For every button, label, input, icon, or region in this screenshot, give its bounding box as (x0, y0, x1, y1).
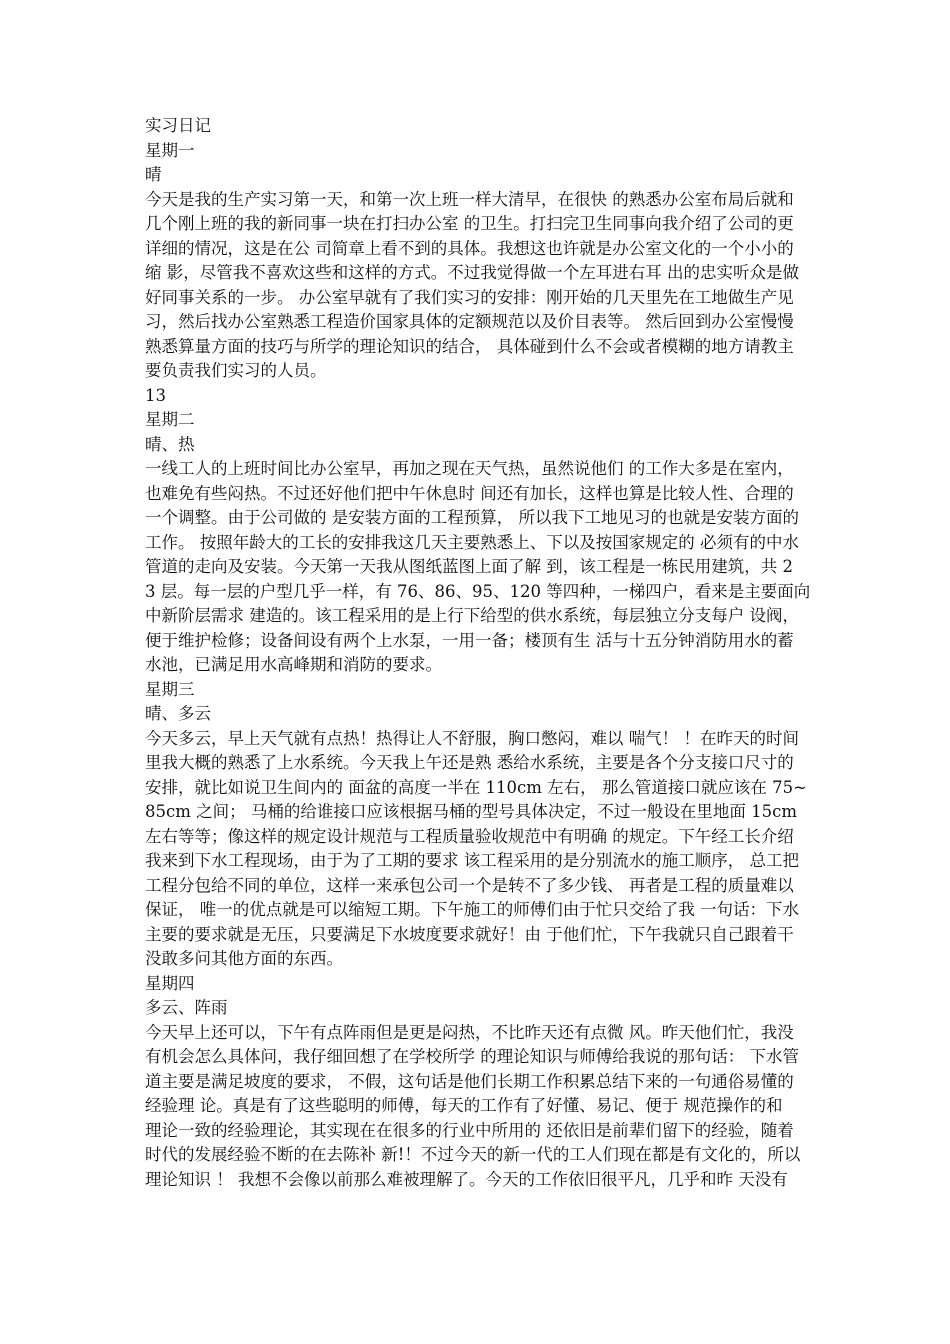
text-line: 工作。 按照年龄大的工长的安排我这几天主要熟悉上、下以及按国家规定的 必须有的中水 (145, 532, 799, 552)
text-line: 便于维护检修；设备间设有两个上水泵，一用一备；楼顶有生 活与十五分钟消防用水的蓄 (145, 630, 794, 650)
weather-thursday: 多云、阵雨 (145, 998, 228, 1017)
text-line: 安排，就比如说卫生间内的 面盆的高度一半在 110cm 左右， 那么管道接口就应该在 75~ (145, 777, 807, 797)
text-line: 里我大概的熟悉了上水系统。今天我上午还是熟 悉给水系统，主要是各个分支接口尺寸的 (145, 753, 794, 772)
text-line: 好同事关系的一步。 办公室早就有了我们实习的安排：刚开始的几天里先在工地做生产见 (145, 287, 794, 307)
weather-monday: 晴 (145, 165, 162, 184)
text-line: 要负责我们实习的人员。 (145, 361, 327, 380)
day-heading-thursday: 星期四 (145, 973, 195, 993)
text-line: 保证， 唯一的优点就是可以缩短工期。下午施工的师傅们由于忙只交给了我 一句话：下水 (145, 900, 799, 919)
text-line: 一线工人的上班时间比办公室早，再加之现在天气热，虽然说他们 的工作大多是在室内， (145, 459, 794, 478)
text-line: 时代的发展经验不断的在去陈补 新!！不过今天的新一代的工人们现在都是有文化的，所以 (145, 1145, 801, 1164)
text-line: 经验理 论。真是有了这些聪明的师傅，每天的工作有了好懂、易记、便于 规范操作的和 (145, 1096, 783, 1115)
text-line: 也难免有些闷热。不过还好他们把中午休息时 间还有加长，这样也算是比较人性、合理的 (145, 483, 794, 503)
document-title: 实习日记 (145, 116, 211, 135)
text-line: 一个调整。由于公司做的 是安装方面的工程预算， 所以我下工地见习的也就是安装方面的 (145, 508, 799, 527)
page-number: 13 (145, 385, 166, 405)
text-line: 今天是我的生产实习第一天，和第一次上班一样大清早，在很快 的熟悉办公室布局后就和 (145, 189, 794, 209)
text-line: 习，然后找办公室熟悉工程造价国家具体的定额规范以及价目表等。 然后回到办公室慢慢 (145, 312, 794, 331)
text-line: 左右等等；像这样的规定设计规范与工程质量验收规范中有明确 的规定。下午经工长介绍 (145, 826, 794, 846)
text-line: 今天早上还可以，下午有点阵雨但是更是闷热，不比昨天还有点微 风。昨天他们忙，我没 (145, 1022, 794, 1042)
text-line: 中新阶层需求 建造的。该工程采用的是上行下给型的供水系统，每层独立分支每户 设阀， (145, 606, 799, 625)
entry-text-wednesday (145, 727, 813, 972)
text-line: 3 层。每一层的户型几乎一样，有 76、86、95、120 等四种，一梯四户，看来是主要面向 (145, 581, 811, 601)
text-line: 熟悉算量方面的技巧与所学的理论知识的结合， 具体碰到什么不会或者模糊的地方请教主 (145, 336, 794, 356)
day-heading-monday: 星期一 (145, 140, 195, 160)
weather-tuesday: 晴、热 (145, 434, 195, 454)
text-line: 主要的要求就是无压，只要满足下水坡度要求就好！由 于他们忙，下午我就只自己跟着干 (145, 924, 794, 944)
text-line: 理论知识 ！ 我想不会像以前那么难被理解了。今天的工作依旧很平凡，几乎和昨 天没有 (145, 1169, 788, 1189)
text-line: 几个刚上班的我的新同事一块在打扫办公室 的卫生。打扫完卫生同事向我介绍了公司的更 (145, 214, 794, 233)
text-line: 有机会怎么具体问，我仔细回想了在学校所学 的理论知识与师傅给我说的那句话： 下水管 (145, 1047, 799, 1066)
weather-wednesday: 晴、多云 (145, 704, 211, 723)
text-line: 水池，已满足用水高峰期和消防的要求。 (145, 655, 442, 674)
text-line: 理论一致的经验理论，其实现在在很多的行业中所用的 还依旧是前辈们留下的经验，随着 (145, 1120, 794, 1140)
entry-text-thursday (145, 1021, 813, 1193)
text-line: 工程分包给不同的单位，这样一来承包公司一个是转不了多少钱、 再者是工程的质量难以 (145, 875, 794, 895)
text-line: 缩 影，尽管我不喜欢这些和这样的方式。不过我觉得做一个左耳进右耳 出的忠实听众是做 (145, 263, 799, 282)
entry-text-tuesday (145, 457, 813, 678)
entry-text-monday (145, 188, 813, 384)
text-line: 今天多云，早上天气就有点热！热得让人不舒服，胸口憋闷，难以 喘气！ ！在昨天的时间 (145, 728, 799, 748)
text-line: 我来到下水工程现场，由于为了工期的要求 该工程采用的是分别流水的施工顺序， 总工把 (145, 851, 799, 870)
text-line: 管道的走向及安装。今天第一天我从图纸蓝图上面了解 到，该工程是一栋民用建筑，共 2 (145, 557, 793, 576)
text-line: 85cm 之间； 马桶的给谁接口应该根据马桶的型号具体决定，不过一般设在里地面 15cm (145, 802, 797, 821)
day-heading-tuesday: 星期二 (145, 410, 195, 429)
text-line: 没敢多问其他方面的东西。 (145, 949, 343, 968)
day-heading-wednesday: 星期三 (145, 679, 195, 699)
text-line: 详细的情况，这是在公 司简章上看不到的具体。我想这也许就是办公室文化的一个小小的 (145, 238, 794, 258)
document-page (145, 114, 813, 1192)
text-line: 道主要是满足坡度的要求， 不假，这句话是他们长期工作积累总结下来的一句通俗易懂的 (145, 1071, 794, 1091)
